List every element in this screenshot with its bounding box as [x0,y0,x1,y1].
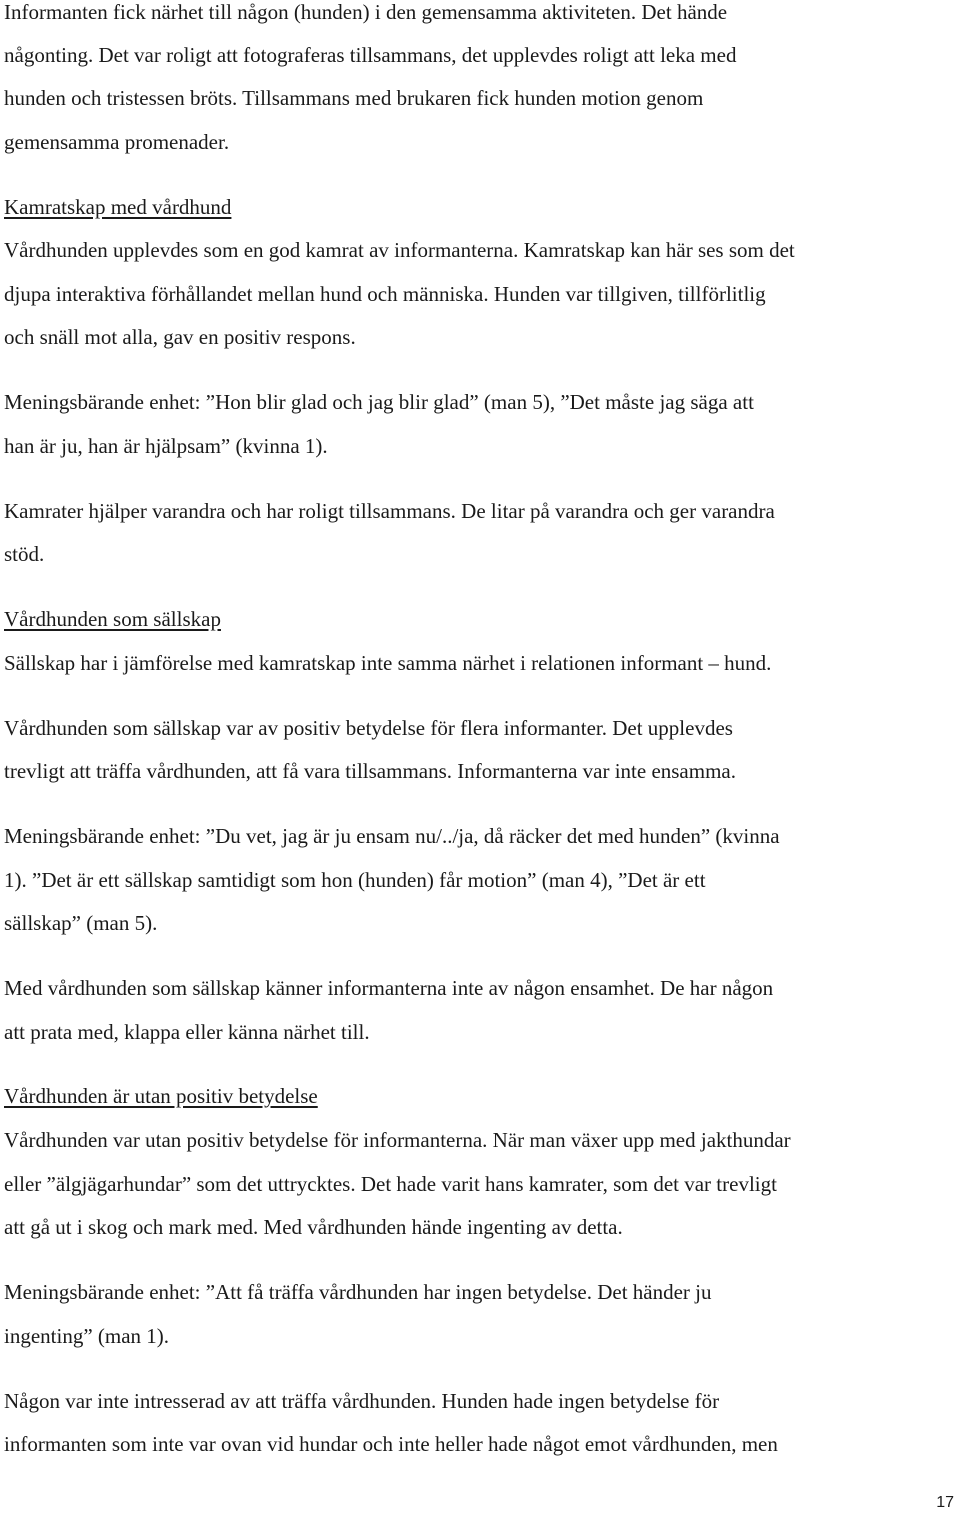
page-number: 17 [936,1494,954,1511]
text-line: Meningsbärande enhet: ”Hon blir glad och jag blir glad” (man 5), ”Det måste jag säga att [4,390,754,414]
text-line: trevligt att träffa vårdhunden, att få vara tillsammans. Informanterna var inte ensamma. [4,759,736,783]
text-line: gemensamma promenader. [4,130,230,154]
text-line: han är ju, han är hjälpsam” (kvinna 1). [4,434,328,458]
text-line: att prata med, klappa eller känna närhet till. [4,1020,370,1044]
text-line: djupa interaktiva förhållandet mellan hund och människa. Hunden var tillgiven, tillförlitlig [4,282,766,306]
text-line: Informanten fick närhet till någon (hunden) i den gemensamma aktiviteten. Det hände [4,0,728,24]
text-line: Sällskap har i jämförelse med kamratskap inte samma närhet i relationen informant – hund. [4,651,772,675]
text-line: informanten som inte var ovan vid hundar och inte heller hade något emot vårdhunden, men [4,1432,778,1456]
text-line: Någon var inte intresserad av att träffa vårdhunden. Hunden hade ingen betydelse för [4,1389,720,1413]
text-line: Vårdhunden var utan positiv betydelse för informanterna. När man växer upp med jakthundar [4,1128,791,1152]
text-line: Kamrater hjälper varandra och har roligt tillsammans. De litar på varandra och ger varandra [4,499,775,523]
text-line: sällskap” (man 5). [4,911,158,935]
text-line: stöd. [4,542,45,566]
text-line: Meningsbärande enhet: ”Att få träffa vårdhunden har ingen betydelse. Det händer ju [4,1280,712,1304]
section-heading-kamratskap: Kamratskap med vårdhund [4,195,232,219]
text-line: Vårdhunden upplevdes som en god kamrat av informanterna. Kamratskap kan här ses som det [4,238,795,262]
section-heading-utan-betydelse: Vårdhunden är utan positiv betydelse [4,1084,318,1108]
text-line: Vårdhunden som sällskap var av positiv betydelse för flera informanter. Det upplevdes [4,716,733,740]
text-line: hunden och tristessen bröts. Tillsammans med brukaren fick hunden motion genom [4,86,704,110]
text-line: att gå ut i skog och mark med. Med vårdhunden hände ingenting av detta. [4,1215,623,1239]
text-line: Meningsbärande enhet: ”Du vet, jag är ju ensam nu/../ja, då räcker det med hunden” (kvinna [4,824,780,848]
text-line: 1). ”Det är ett sällskap samtidigt som hon (hunden) får motion” (man 4), ”Det är ett [4,868,706,892]
text-line: Med vårdhunden som sällskap känner informanterna inte av någon ensamhet. De har någon [4,976,774,1000]
text-line: och snäll mot alla, gav en positiv respons. [4,325,356,349]
text-line: någonting. Det var roligt att fotograferas tillsammans, det upplevdes roligt att leka med [4,43,737,67]
text-line: eller ”älgjägarhundar” som det uttrycktes. Det hade varit hans kamrater, som det var trevligt [4,1172,777,1196]
section-heading-sallskap: Vårdhunden som sällskap [4,607,221,631]
text-line: ingenting” (man 1). [4,1324,170,1348]
